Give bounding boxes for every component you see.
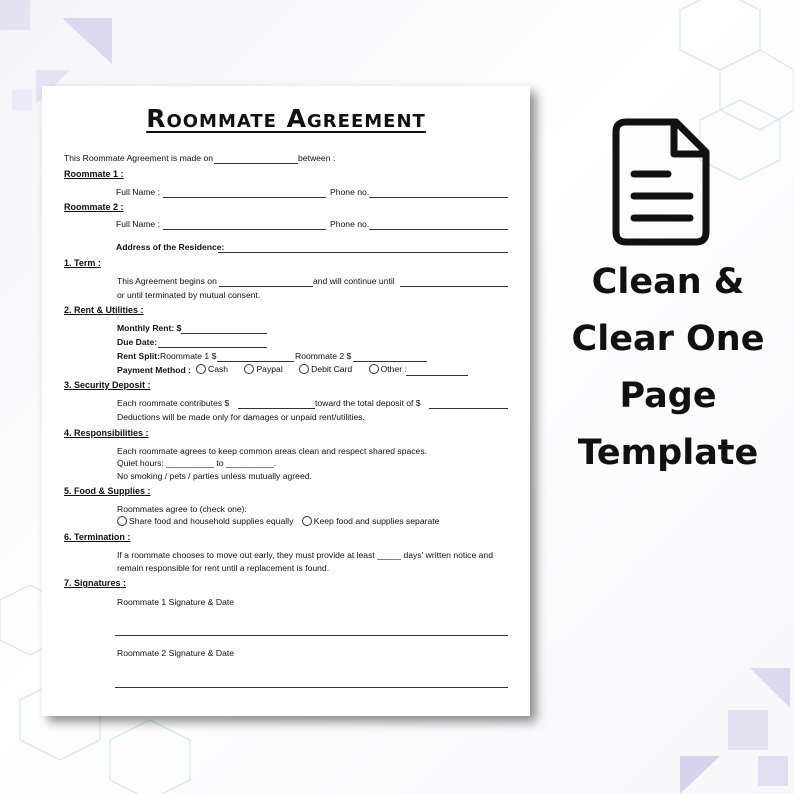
responsibilities-heading: 4. Responsibilities : (64, 428, 149, 438)
promo-line-4: Template (577, 433, 759, 473)
roommate2-phone-field[interactable] (369, 229, 508, 230)
termination-line1: If a roommate chooses to move out early, they must provide at least _____ days' written notice and (117, 550, 493, 560)
rent-heading: 2. Rent & Utilities : (64, 305, 144, 315)
security-line2: Deductions will be made only for damages or unpaid rent/utilities. (117, 412, 365, 422)
payment-other-radio[interactable] (369, 364, 379, 374)
rent-split-label: Rent Split: (117, 351, 160, 361)
security-line1-prefix: Each roommate contributes $ (117, 398, 230, 408)
term-end-field[interactable] (400, 286, 508, 287)
roommate1-phone-field[interactable] (369, 197, 508, 198)
signatures-heading: 7. Signatures : (64, 578, 127, 588)
responsibilities-line2: Quiet hours: __________ to __________. (117, 458, 277, 468)
payment-paypal-label: Paypal (256, 364, 283, 374)
security-contribution-field[interactable] (238, 408, 315, 409)
roommate1-phone-label: Phone no. (330, 187, 370, 197)
payment-other-label: Other : (380, 364, 407, 374)
termination-heading: 6. Termination : (64, 532, 131, 542)
monthly-rent-label: Monthly Rent: $ (117, 323, 182, 333)
signature1-label: Roommate 1 Signature & Date (117, 597, 235, 607)
term-heading: 1. Term : (64, 258, 101, 268)
promo-line-3: Page (619, 376, 717, 416)
roommate2-name-field[interactable] (163, 229, 326, 230)
due-date-label: Due Date: (117, 337, 158, 347)
rent-split-roommate2-label: Roommate 2 $ (295, 351, 352, 361)
intro-prefix: This Roommate Agreement is made on (64, 153, 214, 163)
payment-options (192, 364, 407, 374)
signature2-label: Roommate 2 Signature & Date (117, 648, 235, 658)
termination-line2: remain responsible for rent until a replacement is found. (117, 563, 330, 573)
payment-cash-radio[interactable] (196, 364, 206, 374)
address-label: Address of the Residence: (116, 242, 225, 252)
roommate2-phone-label: Phone no. (330, 219, 370, 229)
food-separate-radio[interactable] (302, 516, 312, 526)
due-date-field[interactable] (158, 347, 267, 348)
roommate1-name-field[interactable] (163, 197, 326, 198)
term-line1-middle: and will continue until (313, 276, 395, 286)
responsibilities-line3: No smoking / pets / parties unless mutually agreed. (117, 471, 312, 481)
responsibilities-line1: Each roommate agrees to keep common areas clean and respect shared spaces. (117, 446, 428, 456)
signature2-field[interactable] (115, 687, 508, 688)
payment-other-field[interactable] (406, 375, 468, 376)
payment-debit-label: Debit Card (311, 364, 353, 374)
term-start-field[interactable] (219, 286, 313, 287)
food-share-radio[interactable] (117, 516, 127, 526)
security-total-field[interactable] (429, 408, 508, 409)
security-line1-middle: toward the total deposit of $ (315, 398, 421, 408)
document-icon (612, 118, 712, 248)
roommate2-name-label: Full Name : (116, 219, 160, 229)
signature1-field[interactable] (115, 635, 508, 636)
agreement-date-field[interactable] (214, 163, 298, 164)
document-title: Roommate Agreement (146, 104, 426, 133)
address-field[interactable] (218, 252, 508, 253)
rent-split-roommate2-field[interactable] (353, 361, 427, 362)
payment-cash-label: Cash (208, 364, 229, 374)
roommate1-name-label: Full Name : (116, 187, 160, 197)
promo-line-2: Clear One (571, 319, 765, 359)
monthly-rent-field[interactable] (181, 333, 267, 334)
food-heading: 5. Food & Supplies : (64, 486, 151, 496)
roommate1-heading: Roommate 1 : (64, 169, 124, 179)
rent-split-roommate1-label: Roommate 1 $ (160, 351, 217, 361)
term-line1-prefix: This Agreement begins on (117, 276, 217, 286)
rent-split-roommate1-field[interactable] (217, 361, 294, 362)
food-options (115, 516, 439, 526)
food-share-label: Share food and household supplies equally (129, 516, 294, 526)
promo-line-1: Clean & (591, 262, 745, 302)
roommate2-heading: Roommate 2 : (64, 202, 124, 212)
payment-debit-radio[interactable] (299, 364, 309, 374)
term-line2: or until terminated by mutual consent. (117, 290, 261, 300)
intro-suffix: between : (298, 153, 336, 163)
promo-text (548, 254, 788, 482)
security-heading: 3. Security Deposit : (64, 380, 151, 390)
payment-method-label: Payment Method : (117, 365, 192, 375)
food-line1: Roommates agree to (check one): (117, 504, 247, 514)
agreement-sheet (42, 86, 530, 716)
food-separate-label: Keep food and supplies separate (313, 516, 440, 526)
payment-paypal-radio[interactable] (244, 364, 254, 374)
